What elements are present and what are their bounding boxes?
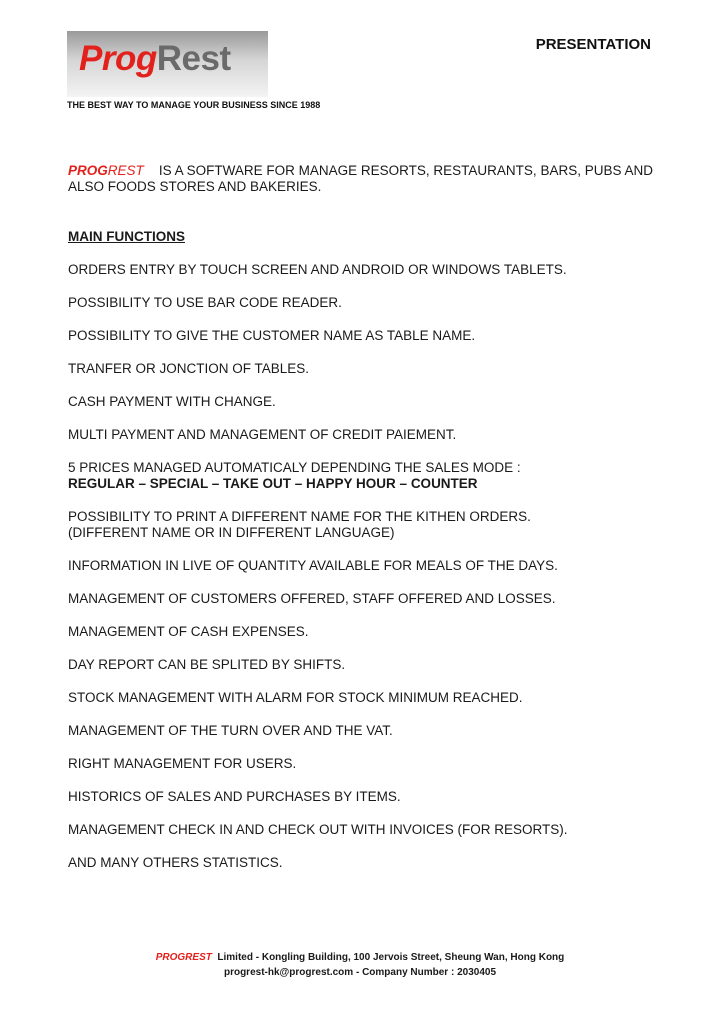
function-item: ORDERS ENTRY BY TOUCH SCREEN AND ANDROID OR WINDOWS TABLETS. xyxy=(68,262,567,277)
function-item: AND MANY OTHERS STATISTICS. xyxy=(68,855,283,870)
function-item: MULTI PAYMENT AND MANAGEMENT OF CREDIT PAIEMENT. xyxy=(68,427,457,442)
intro-brand-prog: PROG xyxy=(68,163,108,178)
footer-brand-prog: PROG xyxy=(155,952,186,963)
function-item: STOCK MANAGEMENT WITH ALARM FOR STOCK MINIMUM REACHED. xyxy=(68,690,523,705)
function-item: CASH PAYMENT WITH CHANGE. xyxy=(68,394,276,409)
main-functions-list xyxy=(68,262,653,871)
function-item: TRANFER OR JONCTION OF TABLES. xyxy=(68,361,310,376)
function-item: POSSIBILITY TO GIVE THE CUSTOMER NAME AS TABLE NAME. xyxy=(68,328,476,343)
footer-address: Limited - Kongling Building, 100 Jervois Street, Sheung Wan, Hong Kong xyxy=(217,952,565,963)
footer xyxy=(0,950,720,980)
price-modes-text: 5 PRICES MANAGED AUTOMATICALY DEPENDING THE SALES MODE : xyxy=(68,460,521,475)
function-item: RIGHT MANAGEMENT FOR USERS. xyxy=(68,756,297,771)
page-title: PRESENTATION xyxy=(535,36,651,53)
intro-brand-rest: REST xyxy=(107,163,144,178)
function-item-kitchen-name xyxy=(68,509,653,541)
progrest-logo xyxy=(67,31,268,97)
function-item: MANAGEMENT OF CUSTOMERS OFFERED, STAFF OFFERED AND LOSSES. xyxy=(68,591,556,606)
kitchen-name-text: POSSIBILITY TO PRINT A DIFFERENT NAME FOR THE KITHEN ORDERS. xyxy=(68,509,531,524)
footer-contact-line: progrest-hk@progrest.com - Company Number : 2030405 xyxy=(223,967,497,978)
tagline: THE BEST WAY TO MANAGE YOUR BUSINESS SINCE 1988 xyxy=(67,100,321,110)
function-item: HISTORICS OF SALES AND PURCHASES BY ITEMS. xyxy=(68,789,401,804)
function-item: INFORMATION IN LIVE OF QUANTITY AVAILABLE FOR MEALS OF THE DAYS. xyxy=(68,558,558,573)
function-item: MANAGEMENT OF THE TURN OVER AND THE VAT. xyxy=(68,723,393,738)
intro-paragraph xyxy=(68,163,653,195)
intro-text: IS A SOFTWARE FOR MANAGE RESORTS, RESTAURANTS, BARS, PUBS AND ALSO FOODS STORES AND BAKERIES. xyxy=(68,163,653,194)
main-functions-heading: MAIN FUNCTIONS xyxy=(68,229,185,244)
function-item: MANAGEMENT CHECK IN AND CHECK OUT WITH INVOICES (FOR RESORTS). xyxy=(68,822,568,837)
footer-brand-rest: REST xyxy=(185,952,212,963)
logo-prog: Prog xyxy=(79,39,157,78)
logo-wordmark xyxy=(79,39,231,79)
footer-address-line xyxy=(0,950,720,965)
kitchen-name-note: (DIFFERENT NAME OR IN DIFFERENT LANGUAGE) xyxy=(68,525,395,540)
logo-rest: Rest xyxy=(156,39,231,78)
price-modes-list: REGULAR – SPECIAL – TAKE OUT – HAPPY HOUR – COUNTER xyxy=(68,476,478,491)
function-item-price-modes xyxy=(68,460,653,492)
function-item: MANAGEMENT OF CASH EXPENSES. xyxy=(68,624,309,639)
function-item: POSSIBILITY TO USE BAR CODE READER. xyxy=(68,295,342,310)
document-body xyxy=(68,163,653,871)
function-item: DAY REPORT CAN BE SPLITED BY SHIFTS. xyxy=(68,657,346,672)
